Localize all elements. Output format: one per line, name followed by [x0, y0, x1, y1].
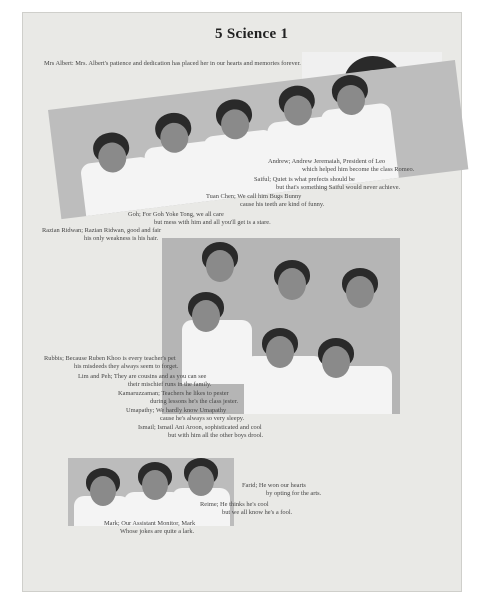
caption-razian: Razian Ridwan; Razian Ridwan, good and fair: [42, 227, 162, 234]
caption-rubbis: Rubbis; Because Ruben Khoo is every teacher's pet: [44, 355, 176, 362]
teacher-caption: Mrs Albert: Mrs. Albert's patience and dedication has placed her in our hearts and memories forever.: [44, 60, 301, 67]
caption-andrew: Andrew; Andrew Jeremaiah, President of Leo: [268, 158, 386, 165]
caption-saiful-2: but that's something Saiful would never achieve.: [276, 184, 401, 191]
caption-umapathy-2: cause he's always so very sleepy.: [160, 415, 245, 422]
caption-kamaruzzaman-2: during lessons he's the class jester.: [150, 398, 239, 405]
caption-tuan-chen-2: cause his teeth are kind of funny.: [240, 201, 325, 208]
caption-kamaruzzaman: Kamaruzzaman; Teachers he likes to pester: [118, 390, 229, 397]
caption-reime-2: but we all know he's a fool.: [222, 509, 293, 516]
page-title: 5 Science 1: [215, 26, 289, 42]
caption-reime: Reime; He thinks he's cool: [200, 501, 269, 508]
class-photo-3: [68, 458, 234, 526]
caption-lim-peh-2: their mischief runs in the family.: [128, 381, 212, 388]
caption-mark: Mark; Our Assistant Monitor, Mark: [104, 520, 196, 527]
caption-goh-2: but mess with him and all you'll get is a stare.: [154, 219, 271, 226]
caption-razian-2: his only weakness is his hair.: [84, 235, 159, 242]
caption-farid-2: by opting for the arts.: [266, 490, 322, 497]
caption-mark-2: Whose jokes are quite a lark.: [120, 528, 195, 535]
caption-rubbis-2: his misdeeds they always seem to forget.: [74, 363, 179, 370]
caption-andrew-2: which helped him become the class Romeo.: [302, 166, 415, 173]
caption-goh: Goh; For Goh Yoke Tong, we all care: [128, 211, 224, 218]
caption-lim-peh: Lim and Peh; They are cousins and as you can see: [78, 373, 207, 380]
caption-ismail: Ismail; Ismail Ani Aroon, sophisticated and cool: [138, 424, 262, 431]
caption-saiful: Saiful; Quiet is what prefects should be: [254, 176, 355, 183]
caption-farid: Farid; He won our hearts: [242, 482, 306, 489]
caption-ismail-2: but with him all the other boys drool.: [168, 432, 264, 439]
caption-tuan-chen: Tuan Chen; We call him Bugs Bunny: [206, 193, 302, 200]
caption-umapathy: Umapathy; We hardly know Umapathy: [126, 407, 227, 414]
